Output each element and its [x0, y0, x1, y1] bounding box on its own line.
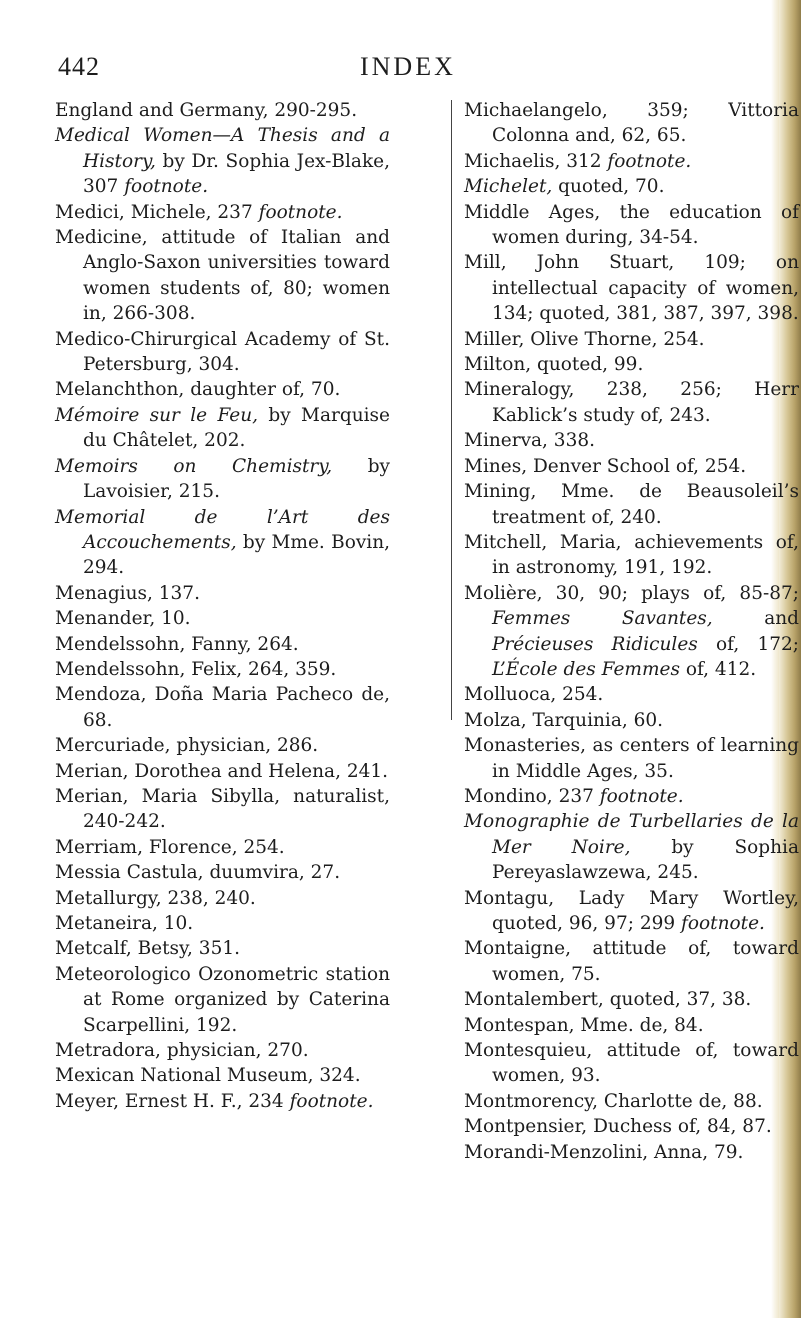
index-entry-text: Meteorologico Ozonometric station at Rome organized by Caterina Scarpellini, 192.: [55, 963, 390, 1036]
index-entry: [55, 860, 390, 885]
index-entry: [464, 987, 799, 1012]
index-column-left: [55, 98, 390, 1114]
index-entry-text: Morandi-Menzolini, Anna, 79.: [464, 1141, 744, 1163]
index-entry: [55, 581, 390, 606]
index-entry: [55, 1063, 390, 1088]
index-entry: [55, 454, 390, 505]
index-entry: [55, 123, 390, 199]
index-entry-text: Merriam, Florence, 254.: [55, 836, 285, 858]
index-entry-text: Metradora, physician, 270.: [55, 1040, 309, 1062]
index-entry: [464, 733, 799, 784]
index-entry-text: Montpensier, Duchess of, 84, 87.: [464, 1116, 772, 1138]
index-entry-text: Middle Ages, the education of women during, 34-54.: [464, 201, 799, 249]
index-entry-italic-text: footnote.: [607, 150, 692, 172]
index-entry-text: by Dr. Sophia Jex-Blake, 307: [83, 150, 390, 198]
index-entry: [464, 1114, 799, 1139]
index-entry-text: Metcalf, Betsy, 351.: [55, 938, 240, 960]
index-entry-text: Mendelssohn, Felix, 264, 359.: [55, 658, 337, 680]
index-entry: [55, 327, 390, 378]
index-entry: [55, 200, 390, 225]
index-entry: [464, 200, 799, 251]
index-entry: [55, 784, 390, 835]
index-entry-text: Mondino, 237: [464, 785, 600, 807]
index-entry: [55, 403, 390, 454]
index-entry: [55, 657, 390, 682]
index-entry-text: Metallurgy, 238, 240.: [55, 887, 256, 909]
index-entry: [464, 1038, 799, 1089]
index-entry: [55, 962, 390, 1038]
index-entry-text: Michaelangelo, 359; Vittoria Colonna and, 62, 65.: [464, 100, 799, 147]
index-entry-text: Metaneira, 10.: [55, 913, 194, 934]
index-entry-text: Menagius, 137.: [55, 582, 200, 604]
index-entry-text: Montmorency, Charlotte de, 88.: [464, 1090, 763, 1112]
index-entry: [464, 809, 799, 885]
index-entry-text: Mining, Mme. de Beausoleil’s treatment of, 240.: [464, 481, 799, 528]
index-entry-text: Medico-Chirurgical Academy of St. Petersburg, 304.: [55, 328, 390, 376]
index-entry-text: Montalembert, quoted, 37, 38.: [464, 989, 752, 1011]
index-entry: [55, 225, 390, 327]
index-entry: [55, 1089, 390, 1114]
index-entry-text: Merian, Maria Sibylla, naturalist, 240-242.: [55, 785, 390, 833]
index-entry: [55, 505, 390, 581]
index-entry-text: Montagu, Lady Mary Wortley, quoted, 96, 97; 299: [464, 887, 799, 934]
index-entry-text: Mitchell, Maria, achievements of, in astronomy, 191, 192.: [464, 531, 799, 579]
index-entry: [55, 733, 390, 758]
index-entry: [464, 708, 799, 733]
index-entry: [464, 428, 799, 453]
index-entry: [464, 1140, 799, 1165]
page-number: 442: [58, 52, 100, 81]
index-entry: [464, 250, 799, 326]
index-entry: [464, 936, 799, 987]
index-entry-text: by Sophia Pereyaslawzewa, 245.: [492, 836, 799, 884]
index-entry-italic-text: Memorial de l’Art des Accouchements,: [55, 506, 390, 553]
index-entry-italic-text: Précieuses Ridicules: [492, 633, 698, 655]
index-entry-text: Mendelssohn, Fanny, 264.: [55, 633, 299, 655]
index-entry-text: of, 172;: [697, 633, 800, 655]
index-entry: [464, 479, 799, 530]
index-entry: [55, 759, 390, 784]
index-entry: [55, 1038, 390, 1063]
index-entry: [55, 936, 390, 961]
column-divider: [451, 100, 452, 720]
index-entry-italic-text: Mémoire sur le Feu,: [55, 404, 259, 426]
index-entry-italic-text: footnote.: [124, 176, 209, 198]
index-entry-text: Messia Castula, duumvira, 27.: [55, 862, 341, 884]
index-entry-text: quoted, 70.: [552, 176, 665, 198]
index-entry-text: of, 412.: [679, 658, 757, 680]
index-entry-text: Molza, Tarquinia, 60.: [464, 709, 664, 731]
index-entry-italic-text: footnote.: [681, 913, 765, 934]
index-entry-text: Mill, John Stuart, 109; on intellectual capacity of women, 134; quoted, 381, 387, 397, 398.: [464, 252, 799, 325]
index-entry-text: Molière, 30, 90; plays of, 85-87;: [464, 582, 799, 604]
index-entry-text: Montesquieu, attitude of, toward women, 93.: [464, 1040, 799, 1087]
index-entry: [464, 98, 799, 149]
index-entry: [464, 581, 799, 683]
index-entry-text: by Lavoisier, 215.: [83, 455, 390, 503]
index-entry-text: Medici, Michele, 237: [55, 201, 259, 223]
index-entry-text: Milton, quoted, 99.: [464, 354, 644, 376]
index-entry: [464, 377, 799, 428]
index-entry-italic-text: L’École des Femmes: [492, 658, 680, 680]
index-entry-text: Mendoza, Doña Maria Pacheco de, 68.: [55, 684, 390, 731]
index-entry: [55, 835, 390, 860]
index-entry: [464, 682, 799, 707]
index-entry: [55, 606, 390, 631]
index-entry: [55, 632, 390, 657]
index-entry-text: Montespan, Mme. de, 84.: [464, 1014, 704, 1036]
index-entry: [464, 174, 799, 199]
index-entry-italic-text: footnote.: [258, 201, 343, 223]
index-entry-text: Mineralogy, 238, 256; Herr Kablick’s study of, 243.: [464, 379, 799, 426]
index-entry-italic-text: Monographie de Turbellaries de la Mer Noire,: [464, 811, 799, 858]
index-entry-text: England and Germany, 290-295.: [55, 100, 358, 121]
index-entry: [464, 886, 799, 937]
index-entry: [464, 149, 799, 174]
index-entry-text: Melanchthon, daughter of, 70.: [55, 379, 341, 401]
index-entry: [464, 530, 799, 581]
page-header: [0, 34, 801, 81]
index-entry: [464, 784, 799, 809]
index-entry-text: Molluoca, 254.: [464, 684, 604, 706]
index-entry: [55, 682, 390, 733]
index-entry-text: Mines, Denver School of, 254.: [464, 455, 747, 477]
index-entry: [55, 911, 390, 936]
index-entry-text: Medicine, attitude of Italian and Anglo-Saxon universities toward women students of, 80; women in, 266-308.: [55, 227, 390, 325]
index-entry: [464, 1013, 799, 1038]
index-entry-text: Mercuriade, physician, 286.: [55, 735, 319, 757]
index-entry-text: Minerva, 338.: [464, 430, 595, 452]
running-head: INDEX: [360, 52, 456, 81]
index-entry-text: by Marquise du Châtelet, 202.: [83, 404, 390, 452]
index-entry: [464, 454, 799, 479]
index-entry-italic-text: footnote.: [599, 785, 684, 807]
index-entry-text: Mexican National Museum, 324.: [55, 1065, 361, 1087]
index-entry-text: Miller, Olive Thorne, 254.: [464, 328, 705, 350]
index-entry: [55, 98, 390, 123]
index-entry-italic-text: Femmes Savantes,: [492, 608, 713, 630]
index-entry-italic-text: Michelet,: [464, 176, 553, 198]
index-entry-italic-text: Memoirs on Chemistry,: [55, 455, 333, 477]
index-entry-text: Montaigne, attitude of, toward women, 75.: [464, 938, 799, 985]
index-entry-text: Monasteries, as centers of learning in Middle Ages, 35.: [464, 735, 799, 782]
index-entry-text: Merian, Dorothea and Helena, 241.: [55, 760, 389, 782]
index-entry-text: and: [712, 608, 799, 630]
index-entry-text: Meyer, Ernest H. F., 234: [55, 1090, 290, 1112]
index-entry: [55, 886, 390, 911]
index-entry-italic-text: Medical Women—A Thesis and a History,: [55, 125, 390, 172]
index-entry: [55, 377, 390, 402]
index-entry: [464, 1089, 799, 1114]
index-column-right: [464, 98, 799, 1165]
index-entry-text: Michaelis, 312: [464, 150, 608, 172]
index-entry-italic-text: footnote.: [289, 1090, 374, 1112]
index-entry-text: by Mme. Bovin, 294.: [83, 531, 390, 579]
index-entry: [464, 352, 799, 377]
index-entry: [464, 327, 799, 352]
index-entry-text: Menander, 10.: [55, 608, 191, 630]
